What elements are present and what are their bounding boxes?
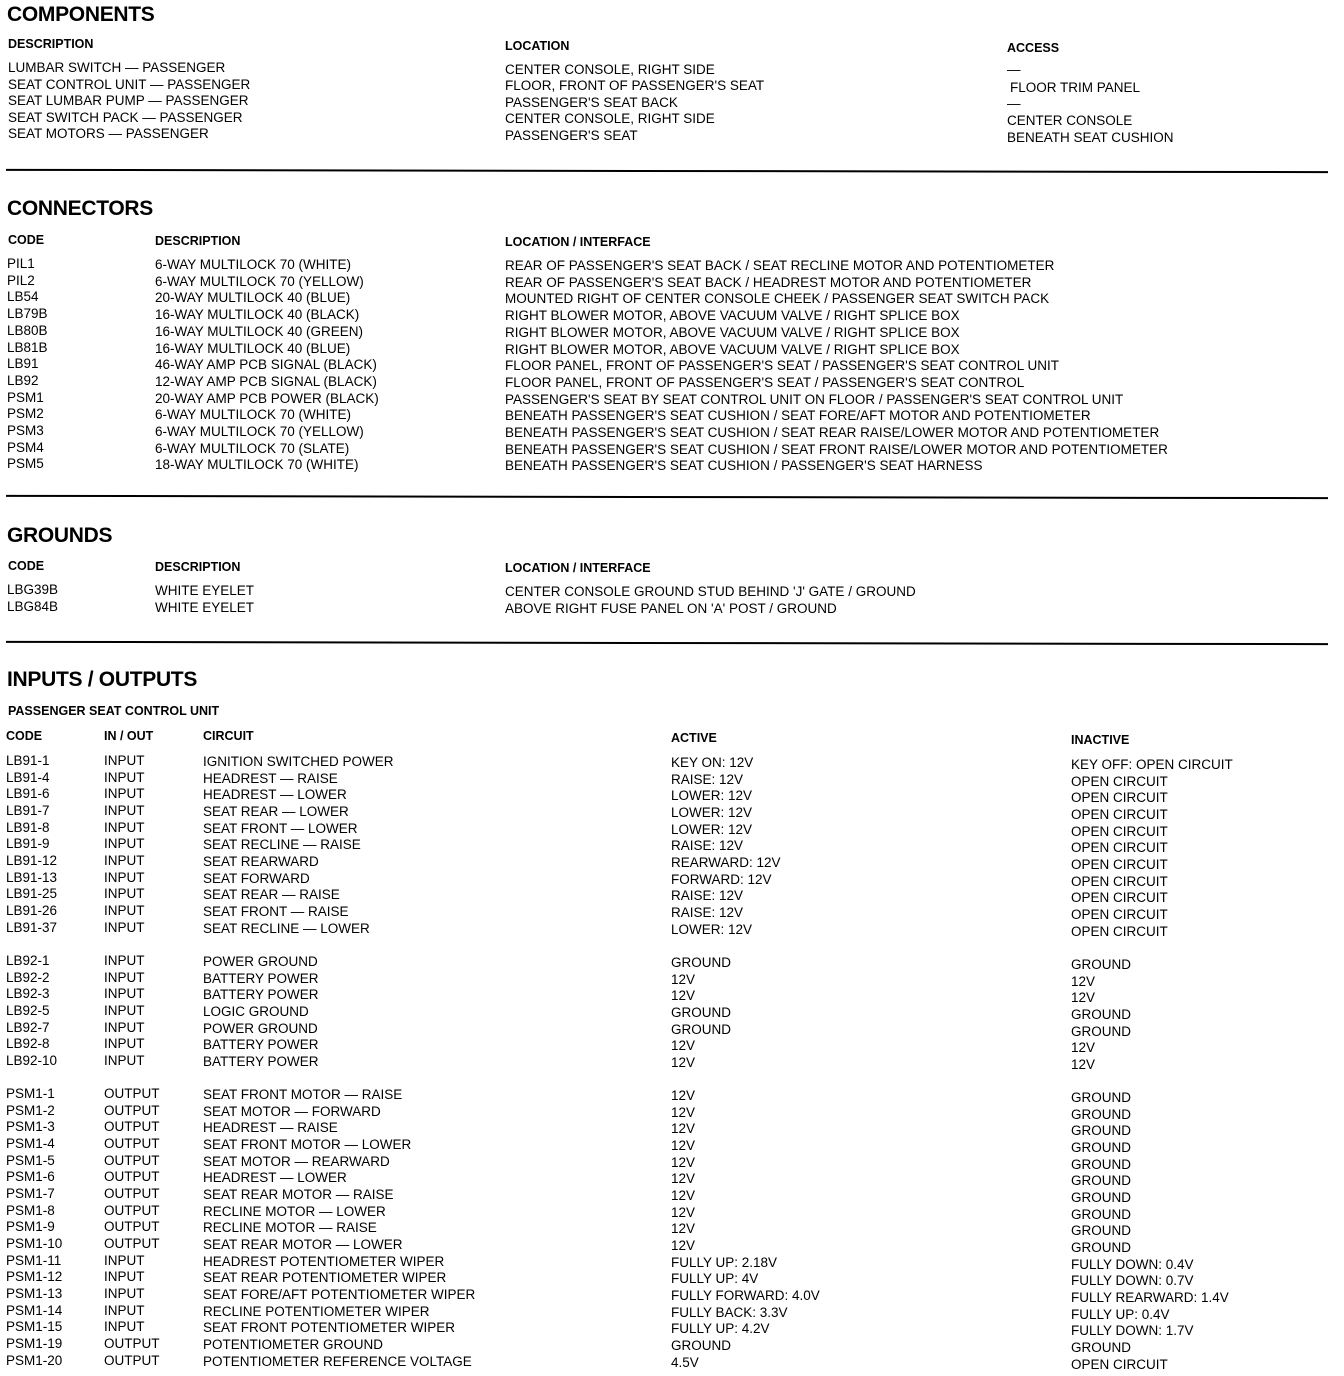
io-circuit: SEAT RECLINE — LOWER [203,920,370,936]
io-active: 12V [671,1238,696,1254]
connector-location: REAR OF PASSENGER'S SEAT BACK / SEAT RECLINE MOTOR AND POTENTIOMETER [505,258,1055,273]
connector-description: 6-WAY MULTILOCK 70 (SLATE) [155,440,350,456]
io-code: LB91-8 [6,819,50,835]
io-active: KEY ON: 12V [671,755,754,770]
io-header-inactive: INACTIVE [1071,733,1130,747]
io-inactive: OPEN CIRCUIT [1071,823,1168,839]
component-description: LUMBAR SWITCH — PASSENGER [8,60,226,75]
io-inactive: OPEN CIRCUIT [1071,890,1168,906]
io-circuit: HEADREST POTENTIOMETER WIPER [203,1253,445,1269]
io-code: LB92-5 [6,1003,50,1018]
io-inactive: FULLY DOWN: 1.7V [1071,1323,1194,1339]
io-active: 12V [671,1188,696,1204]
io-circuit: SEAT FRONT MOTOR — RAISE [203,1087,403,1102]
component-location: FLOOR, FRONT OF PASSENGER'S SEAT [505,78,765,93]
grounds-header-description: DESCRIPTION [155,560,241,574]
io-circuit: SEAT MOTOR — REARWARD [203,1153,390,1169]
io-circuit: POWER GROUND [203,954,318,969]
connector-location: RIGHT BLOWER MOTOR, ABOVE VACUUM VALVE / RIGHT SPLICE BOX [505,308,960,324]
component-location: CENTER CONSOLE, RIGHT SIDE [505,111,715,126]
divider [6,495,1328,499]
io-active: GROUND [671,1338,731,1354]
io-inactive: FULLY REARWARD: 1.4V [1071,1290,1229,1306]
io-circuit: SEAT FRONT — LOWER [203,820,358,836]
io-code: LB91-4 [6,769,50,785]
io-active: 4.5V [671,1354,699,1370]
io-inactive: GROUND [1071,1223,1131,1239]
connector-description: 12-WAY AMP PCB SIGNAL (BLACK) [155,373,377,389]
io-active: 12V [671,1171,696,1187]
io-inactive: GROUND [1071,1173,1131,1189]
component-access: FLOOR TRIM PANEL [1010,80,1141,95]
io-inout: OUTPUT [104,1219,160,1235]
component-access: BENEATH SEAT CUSHION [1007,130,1174,145]
io-inactive: GROUND [1071,1206,1131,1222]
io-inout: INPUT [104,753,145,768]
ground-description: WHITE EYELET [155,600,255,615]
io-active: 12V [671,971,696,987]
io-circuit: BATTERY POWER [203,987,319,1003]
io-active: 12V [671,1154,696,1170]
io-active: 12V [671,988,696,1004]
io-header-active: ACTIVE [671,731,717,745]
io-active: 12V [671,1121,696,1137]
components-header-description: DESCRIPTION [8,37,94,51]
connector-location: BENEATH PASSENGER'S SEAT CUSHION / SEAT FORE/AFT MOTOR AND POTENTIOMETER [505,408,1091,424]
io-code: PSM1-11 [6,1252,62,1268]
divider [6,641,1328,645]
connector-code: PSM4 [7,439,44,455]
io-circuit: POTENTIOMETER REFERENCE VOLTAGE [203,1353,472,1369]
io-circuit: BATTERY POWER [203,1054,319,1070]
connector-location: PASSENGER'S SEAT BY SEAT CONTROL UNIT ON FLOOR / PASSENGER'S SEAT CONTROL UNIT [505,391,1124,407]
connectors-header-code: CODE [8,233,45,247]
io-circuit: POWER GROUND [203,1020,318,1036]
connector-location: FLOOR PANEL, FRONT OF PASSENGER'S SEAT / PASSENGER'S SEAT CONTROL [505,374,1025,390]
io-inactive: OPEN CIRCUIT [1071,1356,1168,1372]
connector-description: 20-WAY MULTILOCK 40 (BLUE) [155,290,351,306]
io-header-inout: IN / OUT [104,729,154,743]
io-code: PSM1-3 [6,1119,55,1135]
io-inactive: GROUND [1071,1140,1131,1155]
ground-description: WHITE EYELET [155,583,255,598]
component-description: SEAT LUMBAR PUMP — PASSENGER [8,93,249,108]
io-inactive: FULLY UP: 0.4V [1071,1306,1170,1322]
connector-location: REAR OF PASSENGER'S SEAT BACK / HEADREST MOTOR AND POTENTIOMETER [505,274,1032,290]
io-active: LOWER: 12V [671,921,753,937]
connector-code: PIL1 [7,256,35,271]
io-inout: OUTPUT [104,1186,160,1202]
ground-code: LBG39B [7,582,59,597]
io-code: LB92-8 [6,1036,50,1052]
io-inactive: GROUND [1071,1106,1131,1122]
io-active: RAISE: 12V [671,838,744,854]
io-inactive: 12V [1071,1040,1096,1056]
io-inactive: GROUND [1071,1007,1131,1022]
io-circuit: BATTERY POWER [203,1037,319,1053]
io-inactive: GROUND [1071,1123,1131,1139]
io-circuit: SEAT RECLINE — RAISE [203,837,361,853]
io-circuit: SEAT REAR MOTOR — RAISE [203,1187,394,1203]
io-inout: INPUT [104,836,145,852]
connector-code: PSM5 [7,456,44,472]
io-inout: INPUT [104,1269,145,1285]
io-inactive: GROUND [1071,1340,1131,1356]
io-active: FULLY BACK: 3.3V [671,1304,788,1320]
ground-location: CENTER CONSOLE GROUND STUD BEHIND 'J' GATE / GROUND [505,584,916,599]
io-code: LB92-2 [6,969,50,985]
io-inactive: OPEN CIRCUIT [1071,873,1168,889]
connector-code: PSM1 [7,389,44,405]
component-access: CENTER CONSOLE [1007,113,1133,128]
io-inactive: GROUND [1071,1090,1131,1105]
io-code: LB91-6 [6,786,50,802]
connector-code: LB54 [7,289,39,305]
connector-location: MOUNTED RIGHT OF CENTER CONSOLE CHEEK / PASSENGER SEAT SWITCH PACK [505,291,1050,307]
io-active: 12V [671,1104,696,1120]
grounds-header-code: CODE [8,559,45,573]
io-code: LB91-9 [6,836,50,852]
io-circuit: SEAT FRONT MOTOR — LOWER [203,1137,412,1152]
io-active: FULLY UP: 2.18V [671,1254,778,1270]
io-circuit: RECLINE MOTOR — LOWER [203,1203,386,1219]
io-inout: OUTPUT [104,1102,160,1118]
io-title: INPUTS / OUTPUTS [7,668,198,691]
io-circuit: SEAT REAR POTENTIOMETER WIPER [203,1270,447,1286]
io-active: GROUND [671,1021,731,1037]
connector-description: 16-WAY MULTILOCK 40 (BLUE) [155,340,351,356]
connector-description: 46-WAY AMP PCB SIGNAL (BLACK) [155,357,377,373]
io-inout: OUTPUT [104,1336,160,1352]
io-inout: INPUT [104,919,145,935]
io-active: RAISE: 12V [671,771,744,787]
connectors-header-description: DESCRIPTION [155,234,241,248]
io-inout: INPUT [104,903,145,919]
ground-location: ABOVE RIGHT FUSE PANEL ON 'A' POST / GROUND [505,601,837,616]
component-access: — [1007,96,1021,111]
io-active: REARWARD: 12V [671,855,781,871]
io-inout: INPUT [104,953,145,968]
io-active: 12V [671,1088,696,1103]
io-active: GROUND [671,1005,731,1020]
io-code: LB91-37 [6,919,58,935]
connector-code: LB80B [7,322,48,338]
io-inactive: OPEN CIRCUIT [1071,790,1168,806]
io-active: 12V [671,1055,696,1071]
component-location: PASSENGER'S SEAT [505,128,638,143]
io-inout: INPUT [104,869,145,885]
io-code: PSM1-4 [6,1136,55,1151]
connectors-title: CONNECTORS [7,197,153,220]
io-circuit: HEADREST — LOWER [203,1170,347,1186]
io-inout: OUTPUT [104,1086,160,1101]
component-description: SEAT MOTORS — PASSENGER [8,126,209,141]
io-inout: OUTPUT [104,1152,160,1168]
io-code: PSM1-20 [6,1352,63,1368]
connector-code: LB79B [7,306,48,322]
io-inactive: GROUND [1071,1240,1131,1256]
connector-description: 20-WAY AMP PCB POWER (BLACK) [155,390,379,406]
io-code: LB91-7 [6,803,50,818]
io-inout: INPUT [104,1036,145,1052]
io-subtitle: PASSENGER SEAT CONTROL UNIT [8,704,220,718]
io-active: 12V [671,1038,696,1054]
connector-location: RIGHT BLOWER MOTOR, ABOVE VACUUM VALVE / RIGHT SPLICE BOX [505,324,960,340]
io-circuit: POTENTIOMETER GROUND [203,1337,384,1353]
io-code: LB91-1 [6,753,50,768]
io-code: PSM1-2 [6,1102,55,1118]
io-inactive: FULLY DOWN: 0.7V [1071,1273,1194,1289]
io-code: PSM1-12 [6,1269,63,1285]
connector-description: 16-WAY MULTILOCK 40 (GREEN) [155,323,364,339]
grounds-title: GROUNDS [7,524,113,547]
io-inactive: 12V [1071,1057,1096,1073]
io-code: LB92-3 [6,986,50,1002]
io-code: PSM1-10 [6,1236,63,1252]
connector-code: LB91 [7,356,39,372]
io-code: LB91-12 [6,853,58,869]
io-inout: INPUT [104,1319,145,1335]
io-active: GROUND [671,955,731,970]
io-inout: INPUT [104,1252,145,1268]
divider [6,169,1328,173]
io-circuit: SEAT REARWARD [203,854,319,870]
io-code: PSM1-19 [6,1336,63,1352]
io-inout: INPUT [104,886,145,902]
io-circuit: RECLINE POTENTIOMETER WIPER [203,1303,430,1319]
connector-code: PSM3 [7,423,44,438]
io-circuit: SEAT FRONT POTENTIOMETER WIPER [203,1320,456,1336]
io-code: PSM1-7 [6,1186,55,1202]
io-circuit: SEAT REAR MOTOR — LOWER [203,1237,403,1253]
io-inactive: GROUND [1071,1156,1131,1172]
io-inout: INPUT [104,1302,145,1318]
io-active: LOWER: 12V [671,821,753,837]
connector-description: 18-WAY MULTILOCK 70 (WHITE) [155,457,359,473]
component-location: PASSENGER'S SEAT BACK [505,95,678,110]
io-active: FULLY FORWARD: 4.0V [671,1288,820,1304]
io-inactive: KEY OFF: OPEN CIRCUIT [1071,757,1233,772]
io-inactive: 12V [1071,973,1096,989]
grounds-header-location: LOCATION / INTERFACE [505,561,651,575]
connector-code: LB92 [7,372,39,388]
io-circuit: SEAT FORE/AFT POTENTIOMETER WIPER [203,1287,476,1303]
io-circuit: SEAT MOTOR — FORWARD [203,1103,381,1119]
io-circuit: HEADREST — LOWER [203,787,347,803]
io-inout: INPUT [104,1019,145,1035]
components-header-access: ACCESS [1007,41,1060,55]
io-inout: OUTPUT [104,1236,160,1252]
io-active: RAISE: 12V [671,905,744,921]
connector-description: 6-WAY MULTILOCK 70 (WHITE) [155,407,352,423]
components-title: COMPONENTS [7,3,155,26]
io-inactive: OPEN CIRCUIT [1071,840,1168,856]
connector-location: BENEATH PASSENGER'S SEAT CUSHION / SEAT FRONT RAISE/LOWER MOTOR AND POTENTIOMETER [505,441,1168,457]
connector-code: LB81B [7,339,48,355]
io-active: 12V [671,1221,696,1237]
io-inactive: 12V [1071,990,1096,1006]
io-code: PSM1-5 [6,1152,55,1168]
io-code: PSM1-8 [6,1202,55,1218]
io-active: FORWARD: 12V [671,871,772,887]
io-code: PSM1-6 [6,1169,55,1185]
io-inactive: OPEN CIRCUIT [1071,773,1168,789]
io-inout: INPUT [104,986,145,1002]
io-inactive: GROUND [1071,957,1131,972]
connectors-header-location: LOCATION / INTERFACE [505,235,651,249]
io-code: PSM1-9 [6,1219,55,1235]
io-circuit: HEADREST — RAISE [203,770,338,786]
io-inactive: OPEN CIRCUIT [1071,923,1168,939]
io-inout: INPUT [104,1003,145,1018]
io-inactive: GROUND [1071,1023,1131,1039]
io-inout: INPUT [104,1286,145,1302]
io-code: LB92-1 [6,953,50,968]
io-active: FULLY UP: 4V [671,1271,759,1287]
io-inactive: OPEN CIRCUIT [1071,907,1168,923]
io-code: PSM1-1 [6,1086,55,1101]
io-circuit: SEAT FORWARD [203,870,310,886]
ground-code: LBG84B [7,599,59,614]
connector-location: BENEATH PASSENGER'S SEAT CUSHION / PASSENGER'S SEAT HARNESS [505,458,983,474]
io-active: LOWER: 12V [671,805,753,820]
io-inactive: GROUND [1071,1190,1131,1206]
component-access: — [1007,62,1021,77]
io-inout: INPUT [104,819,145,835]
io-inactive: FULLY DOWN: 0.4V [1071,1256,1194,1272]
io-active: 12V [671,1204,696,1220]
io-inout: OUTPUT [104,1169,160,1185]
io-inout: INPUT [104,803,145,818]
io-code: LB92-10 [6,1053,58,1069]
connector-location: FLOOR PANEL, FRONT OF PASSENGER'S SEAT / PASSENGER'S SEAT CONTROL UNIT [505,358,1060,374]
io-code: LB91-26 [6,903,58,919]
io-inout: INPUT [104,1053,145,1069]
io-header-code: CODE [6,729,43,743]
io-circuit: IGNITION SWITCHED POWER [203,754,394,769]
io-active: 12V [671,1138,696,1153]
io-code: PSM1-15 [6,1319,63,1335]
io-circuit: HEADREST — RAISE [203,1120,338,1136]
io-code: LB91-13 [6,869,58,885]
connector-location: RIGHT BLOWER MOTOR, ABOVE VACUUM VALVE / RIGHT SPLICE BOX [505,341,960,357]
io-circuit: SEAT FRONT — RAISE [203,904,349,920]
io-inout: INPUT [104,969,145,985]
io-circuit: SEAT REAR — RAISE [203,887,340,903]
io-inout: INPUT [104,786,145,802]
connector-description: 6-WAY MULTILOCK 70 (YELLOW) [155,273,364,289]
connector-description: 6-WAY MULTILOCK 70 (YELLOW) [155,424,364,439]
io-code: LB92-7 [6,1019,50,1035]
io-active: RAISE: 12V [671,888,744,904]
io-inout: OUTPUT [104,1136,160,1151]
connector-code: PIL2 [7,272,35,288]
io-circuit: BATTERY POWER [203,970,319,986]
io-header-circuit: CIRCUIT [203,729,254,743]
connector-location: BENEATH PASSENGER'S SEAT CUSHION / SEAT REAR RAISE/LOWER MOTOR AND POTENTIOMETER [505,425,1160,440]
io-inout: INPUT [104,853,145,869]
component-location: CENTER CONSOLE, RIGHT SIDE [505,62,715,77]
connector-code: PSM2 [7,406,44,422]
io-inout: OUTPUT [104,1352,160,1368]
io-inout: INPUT [104,769,145,785]
io-active: FULLY UP: 4.2V [671,1321,770,1337]
io-active: LOWER: 12V [671,788,753,804]
io-code: PSM1-13 [6,1286,63,1302]
io-circuit: RECLINE MOTOR — RAISE [203,1220,377,1236]
io-inout: OUTPUT [104,1202,160,1218]
component-description: SEAT CONTROL UNIT — PASSENGER [8,77,251,92]
connector-description: 16-WAY MULTILOCK 40 (BLACK) [155,307,360,323]
components-header-location: LOCATION [505,39,570,53]
io-inout: OUTPUT [104,1119,160,1135]
connector-description: 6-WAY MULTILOCK 70 (WHITE) [155,257,352,272]
io-inactive: OPEN CIRCUIT [1071,807,1168,822]
io-circuit: SEAT REAR — LOWER [203,804,349,819]
io-code: LB91-25 [6,886,58,902]
io-inactive: OPEN CIRCUIT [1071,857,1168,873]
io-code: PSM1-14 [6,1302,63,1318]
component-description: SEAT SWITCH PACK — PASSENGER [8,110,243,125]
io-circuit: LOGIC GROUND [203,1004,309,1019]
